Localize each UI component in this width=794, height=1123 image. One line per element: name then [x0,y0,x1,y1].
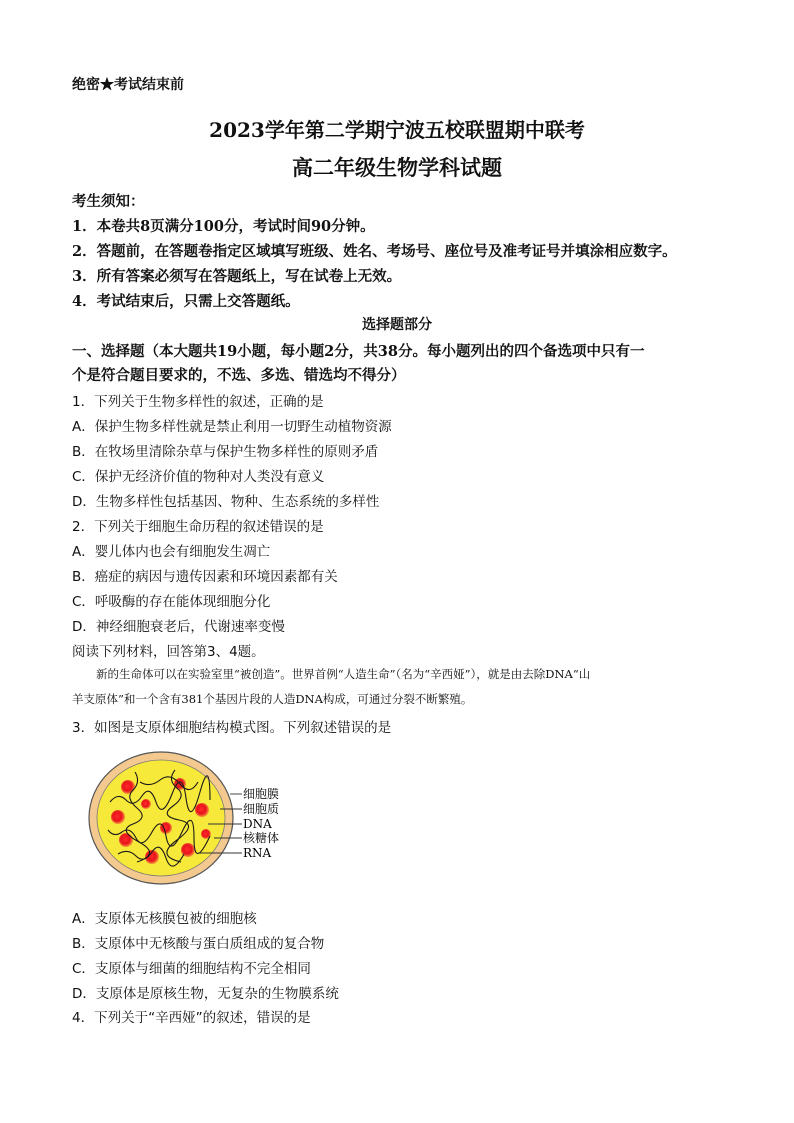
label-ribosome: 核糖体 [243,831,280,845]
question-2-option-d: D．神经细胞衰老后，代谢速率变慢 [72,619,285,635]
question-1-option-d: D．生物多样性包括基因、物种、生态系统的多样性 [72,494,380,510]
question-3-stem: 3．如图是支原体细胞结构模式图。下列叙述错误的是 [72,720,392,736]
reading-material: 新的生命体可以在实验室里“被创造”。世界首例“人造生命”（名为“辛西娅”），就是由去除DNA“山 [96,667,591,681]
notice-item: 2．答题前，在答题卷指定区域填写班级、姓名、考场号、座位号及准考证号并填涂相应数字。 [72,243,677,260]
label-dna: DNA [243,817,272,831]
question-1-option-a: A．保护生物多样性就是禁止利用一切野生动植物资源 [72,419,392,435]
question-2-stem: 2．下列关于细胞生命历程的叙述错误的是 [72,519,324,535]
section-title: 选择题部分 [362,317,432,333]
question-2-option-b: B．癌症的病因与遗传因素和环境因素都有关 [72,569,338,585]
notice-item: 4．考试结束后，只需上交答题纸。 [72,293,300,310]
question-3-option-d: D．支原体是原核生物，无复杂的生物膜系统 [72,986,339,1002]
mycoplasma-cell-diagram [80,742,310,892]
confidential-mark: 绝密★考试结束前 [72,77,184,93]
question-3-option-b: B．支原体中无核酸与蛋白质组成的复合物 [72,936,325,952]
label-rna: RNA [243,846,272,860]
exam-subtitle: 高二年级生物学科试题 [292,155,502,180]
section-instructions-cont: 个是符合题目要求的，不选、多选、错选均不得分） [72,367,406,384]
question-4-stem: 4．下列关于“辛西娅”的叙述，错误的是 [72,1010,311,1026]
notice-item: 3．所有答案必须写在答题纸上，写在试卷上无效。 [72,268,402,285]
notice-heading: 考生须知： [72,193,145,210]
section-instructions: 一、选择题（本大题共19小题，每小题2分，共38分。每小题列出的四个备选项中只有一 [72,343,645,360]
ribosome [160,822,172,834]
question-2-option-a: A．婴儿体内也会有细胞发生凋亡 [72,544,271,560]
question-3-option-a: A．支原体无核膜包被的细胞核 [72,911,257,927]
ribosome [121,780,135,794]
mycoplasma-cell-figure [80,742,310,892]
reading-intro: 阅读下列材料，回答第3、4题。 [72,644,265,660]
question-2-option-c: C．呼吸酶的存在能体现细胞分化 [72,594,271,610]
question-1-option-c: C．保护无经济价值的物种对人类没有意义 [72,469,325,485]
ribosome [141,799,151,809]
ribosome [119,833,133,847]
notice-item: 1．本卷共8页满分100分，考试时间90分钟。 [72,218,375,235]
ribosome [195,803,209,817]
label-cytoplasm: 细胞质 [243,802,280,816]
question-3-option-c: C．支原体与细菌的细胞结构不完全相同 [72,961,311,977]
reading-material-cont: 羊支原体”和一个含有381个基因片段的人造DNA构成，可通过分裂不断繁殖。 [72,692,473,706]
question-1-stem: 1．下列关于生物多样性的叙述，正确的是 [72,394,324,410]
question-1-option-b: B．在牧场里清除杂草与保护生物多样性的原则矛盾 [72,444,379,460]
label-cell-membrane: 细胞膜 [243,787,280,801]
exam-title: 2023学年第二学期宁波五校联盟期中联考 [209,118,585,142]
ribosome [111,810,125,824]
